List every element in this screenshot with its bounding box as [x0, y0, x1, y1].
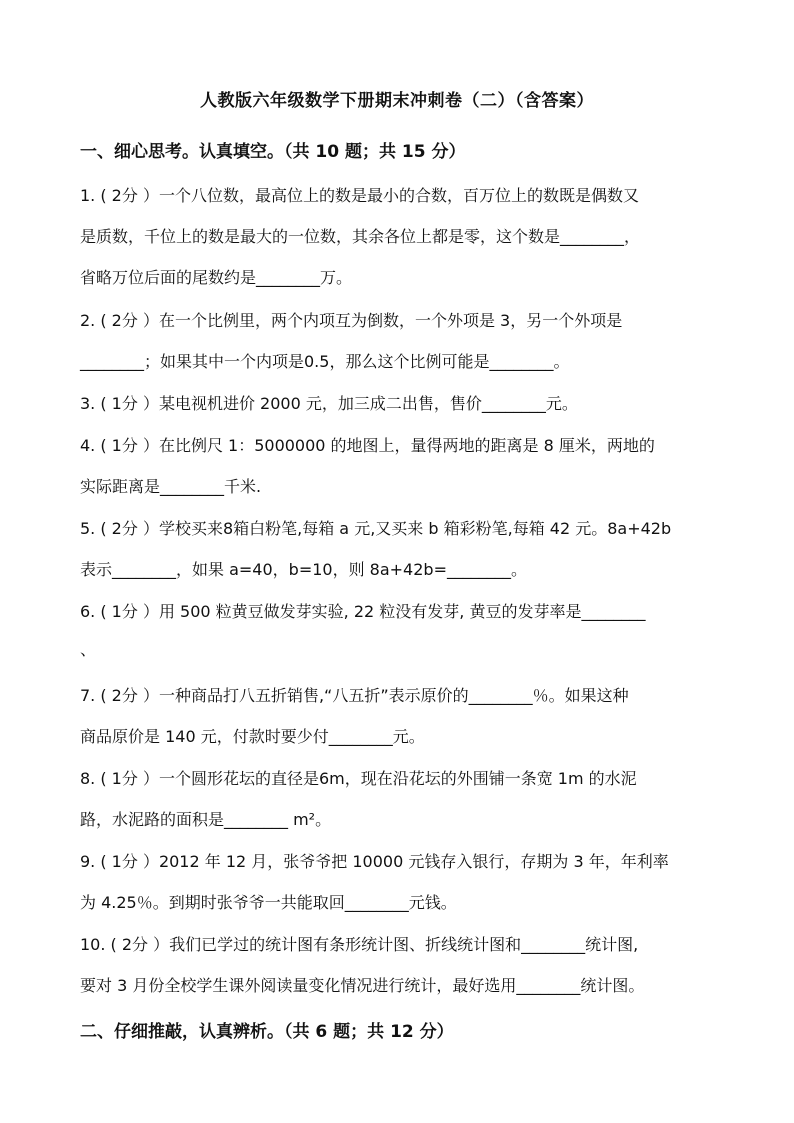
question-1-line-1: 1. ( 2分 ）一个八位数，最高位上的数是最小的合数，百万位上的数既是偶数又	[80, 186, 639, 205]
question-10-line-1: 10. ( 2分 ）我们已学过的统计图有条形统计图、折线统计图和________统计图,	[80, 935, 639, 954]
question-4-line-2: 实际距离是________千米.	[80, 477, 262, 496]
section-2-heading: 二、仔细推敲，认真辨析。（共 6 题；共 12 分）	[80, 1022, 454, 1042]
question-9-line-2: 为 4.25％。到期时张爷爷一共能取回________元钱。	[80, 893, 457, 912]
question-1-line-3: 省略万位后面的尾数约是________万。	[80, 268, 353, 287]
question-3-line-1: 3. ( 1分 ）某电视机进价 2000 元，加三成二出售，售价________元。	[80, 394, 578, 413]
question-2-line-2: ________；如果其中一个内项是0.5，那么这个比例可能是________。	[80, 352, 570, 371]
question-6-line-2: 、	[80, 640, 97, 659]
question-7-line-1: 7. ( 2分 ）一种商品打八五折销售,“八五折”表示原价的________％。如果这种	[80, 686, 629, 705]
question-8-line-1: 8. ( 1分 ）一个圆形花坛的直径是6m，现在沿花坛的外围铺一条宽 1m 的水泥	[80, 769, 637, 788]
question-5-line-1: 5. ( 2分 ）学校买来8箱白粉笔,每箱 a 元,又买来 b 箱彩粉笔,每箱 42 元。8a+42b	[80, 519, 672, 538]
document-title: 人教版六年级数学下册期末冲刺卷（二）（含答案）	[200, 91, 594, 111]
question-4-line-1: 4. ( 1分 ）在比例尺 1：5000000 的地图上，量得两地的距离是 8 厘米，两地的	[80, 436, 655, 455]
question-7-line-2: 商品原价是 140 元，付款时要少付________元。	[80, 727, 425, 746]
question-8-line-2: 路，水泥路的面积是________ m²。	[80, 810, 332, 829]
question-5-line-2: 表示________，如果 a=40，b=10，则 8a+42b=________。	[80, 560, 527, 579]
section-1-heading: 一、细心思考。认真填空。（共 10 题；共 15 分）	[80, 142, 466, 162]
question-10-line-2: 要对 3 月份全校学生课外阅读量变化情况进行统计，最好选用________统计图。	[80, 976, 645, 995]
question-2-line-1: 2. ( 2分 ）在一个比例里，两个内项互为倒数，一个外项是 3，另一个外项是	[80, 311, 623, 330]
question-9-line-1: 9. ( 1分 ）2012 年 12 月，张爷爷把 10000 元钱存入银行，存期为 3 年，年利率	[80, 852, 669, 871]
question-1-line-2: 是质数，千位上的数是最大的一位数，其余各位上都是零，这个数是________，	[80, 227, 641, 246]
question-6-line-1: 6. ( 1分 ）用 500 粒黄豆做发芽实验, 22 粒没有发芽, 黄豆的发芽率是________	[80, 602, 646, 621]
